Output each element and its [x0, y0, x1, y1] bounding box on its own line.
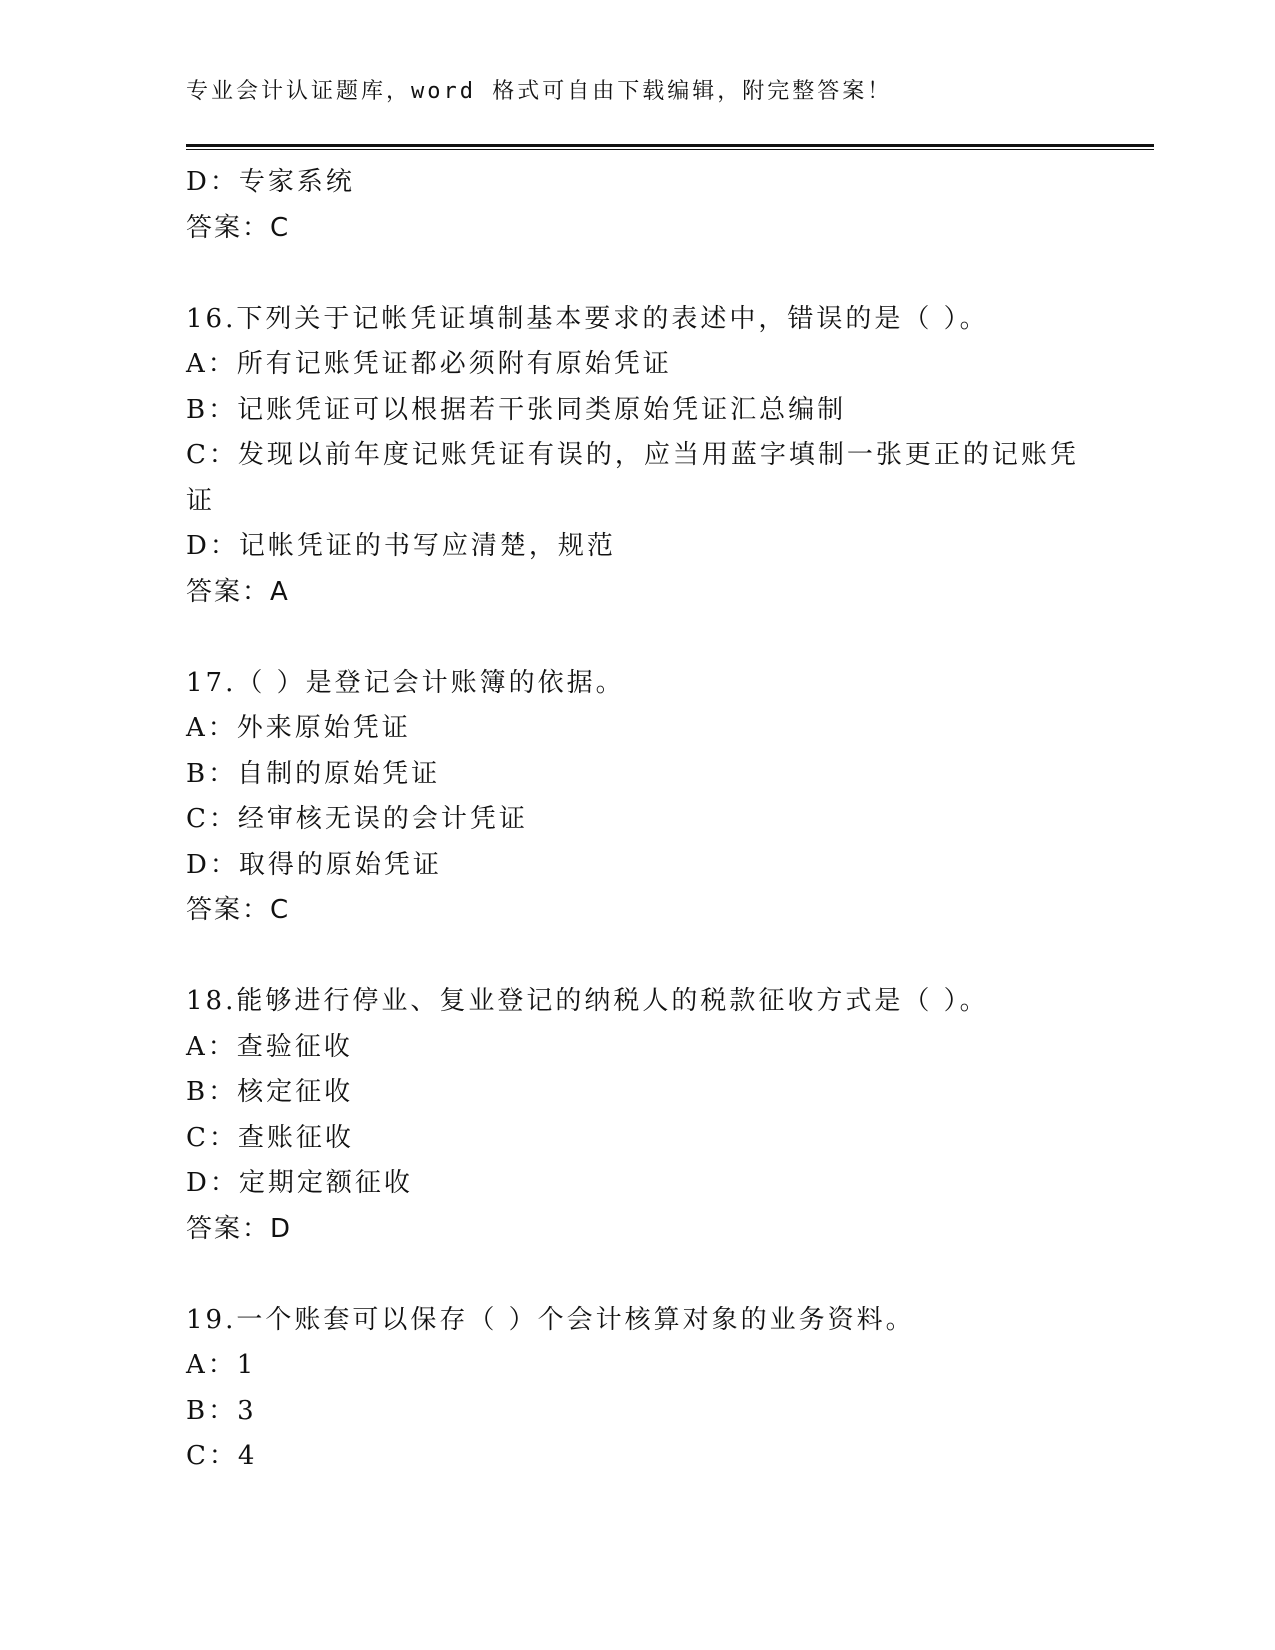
- option-line: B：记账凭证可以根据若干张同类原始凭证汇总编制: [186, 394, 847, 425]
- option-line: C：发现以前年度记账凭证有误的，应当用蓝字填制一张更正的记账凭: [186, 440, 1079, 470]
- question-text: 17.（ ）是登记会计账簿的依据。: [186, 667, 625, 698]
- option-line: B：3: [186, 1395, 257, 1426]
- blank-line: [186, 934, 1086, 980]
- option-line: D：定期定额征收: [186, 1168, 413, 1198]
- option-line: A：所有记账凭证都必须附有原始凭证: [186, 349, 672, 379]
- question-text: 18.能够进行停业、复业登记的纳税人的税款征收方式是（ ）。: [186, 986, 989, 1016]
- option-line: B：核定征收: [186, 1077, 354, 1107]
- option-line: A：外来原始凭证: [186, 713, 411, 743]
- option-line: 证: [186, 485, 216, 516]
- option-line: C：经审核无误的会计凭证: [186, 804, 528, 834]
- question-text: 19.一个账套可以保存（ ）个会计核算对象的业务资料。: [186, 1304, 915, 1335]
- option-line: A：查验征收: [186, 1031, 353, 1062]
- question-text: 16.下列关于记帐凭证填制基本要求的表述中，错误的是（ ）。: [186, 303, 989, 334]
- answer-line: 答案：A: [186, 576, 290, 607]
- page-header: 专业会计认证题库，word 格式可自由下载编辑，附完整答案！: [186, 79, 893, 104]
- option-line: C：4: [186, 1441, 258, 1471]
- answer-line: 答案：C: [186, 895, 291, 925]
- option-line: D：取得的原始凭证: [186, 849, 442, 880]
- blank-line: [186, 1252, 1086, 1298]
- option-line: B：自制的原始凭证: [186, 758, 441, 789]
- question-content: [186, 160, 1086, 1480]
- answer-line: 答案：C: [186, 212, 291, 243]
- option-line: A：1: [186, 1350, 257, 1380]
- header-divider: [186, 144, 1154, 150]
- option-line: D：记帐凭证的书写应清楚，规范: [186, 531, 616, 561]
- blank-line: [186, 251, 1086, 297]
- option-line: C：查账征收: [186, 1122, 354, 1153]
- blank-line: [186, 615, 1086, 661]
- option-line: D：专家系统: [186, 167, 355, 197]
- answer-line: 答案：D: [186, 1213, 293, 1244]
